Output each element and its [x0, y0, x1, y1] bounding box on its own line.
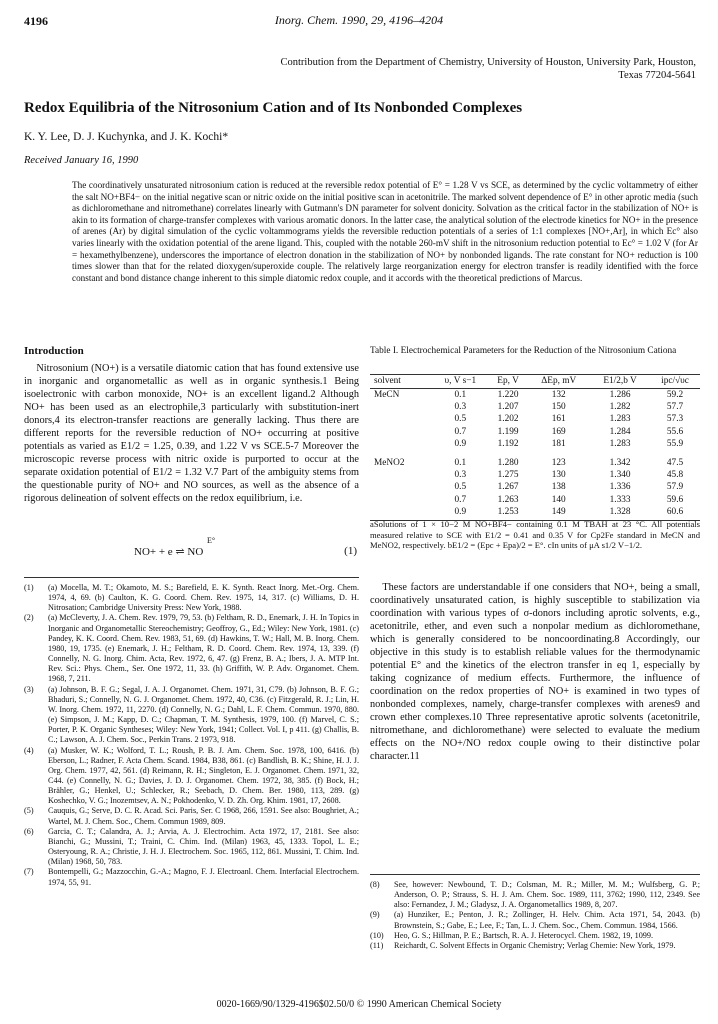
reference-number: (10)	[370, 930, 384, 940]
table-cell: 161	[551, 414, 566, 425]
reference-item	[370, 880, 700, 910]
table-cell: 0.1	[454, 390, 467, 400]
table-cell: 0.5	[454, 414, 467, 425]
footnote-divider-left	[24, 577, 359, 578]
table-cell: 0.7	[454, 426, 467, 437]
table-header-cell: ΔEp, mV	[527, 375, 590, 389]
equation-number: (1)	[344, 545, 357, 557]
table-header-row	[370, 375, 700, 389]
reference-item	[24, 613, 359, 684]
table-cell: 1.328	[590, 506, 650, 521]
table-cell: 132	[551, 390, 566, 400]
contribution-affiliation: Contribution from the Department of Chemistry, University of Houston, University Park, Houston, Texas 77204-5641	[280, 57, 696, 81]
table-cell: 59.6	[666, 494, 684, 505]
table-cell	[370, 413, 432, 425]
reference-item	[24, 583, 359, 613]
table-cell: 0.7	[454, 494, 467, 505]
table-cell: 0.9	[432, 506, 489, 521]
reference-text: (a) Johnson, B. F. G.; Segal, J. A. J. Organomet. Chem. 1971, 31, C79. (b) Johnson, B. F. G.; Bhaduri, S.; Connelly, N. G. J. Organomet. Chem. 1972, 40, C36. (c) Fitzgerald, R. J.; Lin, H. W. Inorg. Chem. 1972, 11, 2270. (d) Connelly, N. G.; Dahl, L. F. Chem. Commun. 1970, 880. (e) Simpson, J. M.; Kapp, D. C.; Chapman, T. M. Synthesis, 1979, 100. (f) Marvel, C. S.; Porter, P. K. Organic Syntheses; Wiley: New York, 1941; Collect. Vol. I, p 411. (g) Challis, B. C.; Lawson, A. J. Chem. Soc., Perkin Trans. 2 1973, 918.	[48, 684, 359, 745]
table-row	[370, 450, 700, 469]
author-list: K. Y. Lee, D. J. Kuchynka, and J. K. Kochi*	[24, 131, 229, 143]
table-cell: 140	[551, 494, 566, 505]
reference-number: (11)	[370, 940, 384, 950]
table-header-cell: υ, V s−1	[432, 375, 489, 389]
equation-body	[134, 536, 216, 558]
table-cell: 0.3	[454, 470, 467, 481]
table-cell	[370, 426, 432, 438]
equation-text: NO+ + e ⇌ NO	[134, 546, 204, 558]
journal-header: Inorg. Chem. 1990, 29, 4196–4204	[274, 13, 444, 27]
table-cell: 57.9	[666, 482, 684, 493]
reference-number: (7)	[24, 867, 34, 877]
references-left	[24, 583, 359, 888]
reference-item	[24, 827, 359, 868]
table-footnote: aSolutions of 1 × 10−2 M NO+BF4− containing 0.1 M TBAH at 23 °C. All potentials measured relative to SCE with E1/2 = 0.41 and 0.35 V for Cp2Fe standard in MeCN and MeNO2, respectively. bE1/2 = (Epc + Epa)/2 = E°. cIn units of μA s1/2 V−1/2.	[370, 519, 700, 551]
reference-item	[370, 910, 700, 930]
table-cell: 1.336	[609, 482, 631, 493]
table-cell: 59.2	[666, 390, 684, 400]
table-row	[370, 426, 700, 438]
reference-number: (2)	[24, 613, 34, 623]
table-cell: 57.3	[666, 414, 684, 425]
table-cell: 1.284	[609, 426, 631, 437]
table-cell: 1.267	[497, 482, 519, 493]
reference-item	[24, 867, 359, 887]
equation-arrow-label: E°	[207, 536, 216, 545]
table-cell	[370, 438, 432, 450]
table-row	[370, 389, 700, 402]
introduction-paragraph: Nitrosonium (NO+) is a versatile diatomic cation that has found extensive use in inorganic and organometallic as well as in organic synthesis.1 Being isoelectronic with carbon monoxide, NO+ is an excellent ligand.2 Although NO+ has been used as an electrophile,3 particularly with substitution-inert donors,4 its electron-transfer reactions are generally lacking. Thus there are different reports for the reversible reduction of NO+ occurring at positive potentials as varied as E1/2 = 1.25, 0.39, and 1.22 V vs SCE.5-7 Moreover the microscopic reverse process with nitric oxide is purported to occur at the separate oxidation potential of E1/2 = 1.32 V.7 Part of the ambiguity stems from the questionable purity of NO+ and NO sources, as well as the absence of a rigorous delineation of solvent effects on the redox equilibrium, i.e.	[24, 363, 359, 504]
reference-number: (4)	[24, 745, 34, 755]
table-cell: 1.340	[609, 470, 631, 481]
table-cell: 0.1	[454, 458, 467, 469]
table-row	[370, 469, 700, 481]
table-header-cell: ipc/√υc	[650, 375, 700, 389]
table-cell: 130	[551, 470, 566, 481]
table-cell: 1.280	[497, 458, 519, 469]
table-cell: 138	[551, 482, 566, 493]
reference-text: (a) McCleverty, J. A. Chem. Rev. 1979, 79, 53. (b) Feltham, R. D., Enemark, J. H. In Topics in Inorganic and Organometallic Stereochemistry; Geoffroy, G., Ed.; Wiley: New York, 1981. (c) Pandey, K. K. Coord. Chem. Rev. 1983, 51, 69. (d) Hawkins, T. W.; Hall, M. B. Inorg. Chem. 1980, 19, 1735. (e) Enemark, J. H.; Feltham, R. D. Coord. Chem. Rev. 1974, 13, 339. (f) Connelly, N. G. Inorg. Chim. Acta, Rev. 1972, 6, 47. (g) Frenz, B. A.; Ibers, J. A. MTP Int. Rev. Sci.: Phys. Chem., Ser. One 1972, 11, 33. (h) Griffith, W. P. Adv. Organomet. Chem. 1968, 7, 211.	[48, 613, 359, 684]
abstract: The coordinatively unsaturated nitrosonium cation is reduced at the reversible redox potential of E° = 1.28 V vs SCE, as determined by the cyclic voltammetry of either the salt NO+BF4− on the initial negative scan or nitric oxide on the initial positive scan in acetonitrile. The marked solvent dependence of E° in other aprotic media (such as dichloromethane and nitromethane) correlates linearly with Gutmann's DN parameter for solvent donicity. Solvation as the critical factor in the stabilization of NO+ is akin to its formation of charge-transfer complexes with various aromatic donors. In the latter case, the analytical solution of the electrode kinetics for NO+ in the presence of arenes (Ar) by digital simulation of the cyclic voltammograms yields the reversible reduction potentials of a series of 1:1 complexes [NO+,Ar], in which Ec° also varies linearly with the oxidation potential of the arene ligand. This, coupled with the notable 260-mV shift in the nitrosonium reduction potential to Ec° = 1.02 V (for Ar = hexamethylbenzene), underscores the importance of electron donation in the stabilization of NO+ by nonbonded ligands. The rate constant for NO+ reduction is 100 times slower than that for the related dioxygen/superoxide couple. The relatively large reorganization energy for electron transfer is readily identified with the force constant and bond distance change inherent to this simple diatomic redox couple, and it accords with the theoretical predictions of Marcus.	[72, 180, 698, 283]
table-cell: 1.202	[497, 414, 519, 425]
table-cell: 1.282	[609, 402, 631, 413]
table-cell: 1.207	[497, 402, 519, 413]
table-cell: 123	[551, 458, 566, 469]
reference-item	[24, 806, 359, 826]
table-cell: 1.220	[497, 390, 519, 400]
copyright-footer: 0020-1669/90/1329-4196$02.50/0 © 1990 American Chemical Society	[216, 999, 502, 1010]
table-cell: 1.199	[497, 426, 519, 437]
table-row	[370, 413, 700, 425]
table-cell: 60.6	[650, 506, 700, 521]
table-cell: 150	[551, 402, 566, 413]
table-cell: 1.275	[497, 470, 519, 481]
table-cell: 47.5	[666, 458, 684, 469]
reference-number: (9)	[370, 910, 380, 920]
reference-text: Heo, G. S.; Hillman, P. E.; Bartsch, R. A. J. Heterocycl. Chem. 1982, 19, 1099.	[394, 930, 654, 940]
parameter-table	[370, 374, 700, 521]
table-cell: 149	[527, 506, 590, 521]
reference-text: (a) Musker, W. K.; Wolford, T. L.; Roush, P. B. J. Am. Chem. Soc. 1978, 100, 6416. (b) Eberson, L.; Radner, F. Acta Chem. Scand. 1984, B38, 861. (c) Bandlish, B. K.; Shine, H. J. J. Org. Chem. 1977, 42, 561. (d) Reimann, R. H.; Singleton, E. J. Organomet. Chem. 1971, 32, C44. (e) Connelly, N. G.; Davies, J. D. J. Organomet. Chem. 1972, 38, 385. (f) Bock, H.; Brähler, G.; Henkel, U.; Schlecker, R.; Seebach, D. Chem. Ber. 1980, 113, 289. (g) Koshechko, V. G.; Inozemtsev, A. N.; Pokhodenko, V. D. Zh. Org. Khim. 1981, 17, 2608.	[48, 745, 359, 806]
table-cell	[370, 494, 432, 506]
table-cell: 45.8	[666, 470, 684, 481]
reference-item	[370, 941, 700, 951]
table-row	[370, 494, 700, 506]
reference-text: Cauquis, G.; Serve, D. C. R. Acad. Sci. Paris, Ser. C 1968, 266, 1591. See also: Boughriet, A.; Wartel, M. J. Chem. Soc., Chem. Commun 1989, 809.	[48, 806, 359, 826]
table-row	[370, 481, 700, 493]
reference-number: (8)	[370, 880, 380, 889]
reference-number: (1)	[24, 583, 34, 592]
references-right	[370, 880, 700, 951]
table-cell: 0.5	[454, 482, 467, 493]
reference-number: (3)	[24, 684, 34, 694]
table-cell: 1.333	[609, 494, 631, 505]
reference-number: (5)	[24, 806, 34, 816]
reference-text: Bontempelli, G.; Mazzocchin, G.-A.; Magno, F. J. Electroanl. Chem. Interfacial Electrochem. 1974, 55, 91.	[48, 867, 359, 887]
table-row	[370, 401, 700, 413]
table-cell: 169	[551, 426, 566, 437]
reference-text: Reichardt, C. Solvent Effects in Organic Chemistry; Verlag Chemie: New York, 1979.	[394, 940, 676, 950]
table-cell: 1.263	[497, 494, 519, 505]
page-number: 4196	[24, 14, 48, 28]
table-cell: 1.286	[609, 390, 631, 400]
article-title: Redox Equilibria of the Nitrosonium Cation and of Its Nonbonded Complexes	[24, 100, 523, 116]
table-cell: 0.9	[454, 438, 467, 449]
table-header-cell: solvent	[370, 375, 432, 389]
reference-text: Garcia, C. T.; Calandra, A. J.; Arvia, A. J. Electrochim. Acta 1972, 17, 2181. See also: Bianchi, G.; Mussini, T.; Traini, C. Chim. Ind. (Milan) 1963, 45, 1333. Topol, L. E.; Osteryoung, R. A.; Christie, J. H. J. Electrochem. Soc. 1965, 112, 861. Mussini, T. Chim. Ind. (Milan) 1968, 50, 783.	[48, 826, 359, 867]
table-cell: 57.7	[666, 402, 684, 413]
table-row	[370, 438, 700, 450]
table-cell	[370, 469, 432, 481]
table-cell: 1.283	[609, 438, 631, 449]
footnote-divider-right	[370, 874, 700, 875]
reference-item	[370, 931, 700, 941]
table-cell	[370, 481, 432, 493]
table-header-cell: Ep, V	[489, 375, 528, 389]
table-cell: 55.9	[666, 438, 684, 449]
table-cell: 55.6	[666, 426, 684, 437]
table-cell: 1.342	[609, 458, 631, 469]
section-heading-introduction: Introduction	[24, 345, 84, 357]
table-cell: MeNO2	[374, 458, 405, 469]
discussion-paragraph: These factors are understandable if one considers that NO+, being a small, coordinatively unsaturated cation, is highly susceptible to stabilization via coordination with various types of σ-donors including aprotic solvents, e.g., acetonitrile, ether, and even such a nonpolar medium as dichloromethane, which is generally considered to be noncoordinating.8 Accordingly, our objective in this study is to establish reliable values for the thermodynamic potential E° and the kinetics of the electron transfer in eq 1, especially by taking cognizance of medium effects. Furthermore, the influence of coordination on the redox properties of NO+ is examined in two types of nonbonded complexes, namely, charge-transfer complexes with arenes9 and crown ether complexes.10 Three representative aprotic solvents (acetonitrile, nitromethane, and dichloromethane) were selected to evaluate the medium effects on the NO+/NO redox couple owing to their distinctive polar character.11	[370, 582, 700, 762]
table-cell: 1.192	[497, 438, 519, 449]
table-header-cell: E1/2,b V	[590, 375, 650, 389]
reference-number: (6)	[24, 826, 34, 836]
reference-text: (a) Hunziker, E.; Penton, J. R.; Zollinger, H. Helv. Chim. Acta 1971, 54, 2043. (b) Brownstein, S.; Gabe, E.; Lee, F.; Tan, L. J. Chem. Soc., Chem. Commun. 1984, 1566.	[394, 910, 700, 930]
table-cell: 0.3	[454, 402, 467, 413]
table-cell: 1.253	[489, 506, 528, 521]
table-caption: Table I. Electrochemical Parameters for the Reduction of the Nitrosonium Cationa	[370, 346, 677, 356]
table-cell: MeCN	[374, 390, 400, 400]
reference-item	[24, 746, 359, 807]
reference-text: See, however: Newbound, T. D.; Colsman, M. R.; Miller, M. M.; Wulfsberg, G. P.; Anderson, O. P.; Strauss, S. H. J. Am. Chem. Soc. 1989, 111, 3762; 1990, 112, 2349. See also: Fernandez, J. M.; Gladysz, J. A. Organometallics 1989, 8, 207.	[394, 880, 700, 910]
reference-item	[24, 685, 359, 746]
reference-text: (a) Mocella, M. T.; Okamoto, M. S.; Barefield, E. K. Synth. React Inorg. Met.-Org. Chem. 1974, 4, 69. (b) Caulton, K. G. Coord. Chem. Rev. 1975, 14, 317. (c) Williams, D. H. Nitrosation; Cambridge University Press: New York, 1988.	[48, 583, 359, 613]
table-cell: 1.283	[609, 414, 631, 425]
received-date: Received January 16, 1990	[24, 155, 139, 166]
table-cell: 181	[551, 438, 566, 449]
table-cell	[370, 401, 432, 413]
